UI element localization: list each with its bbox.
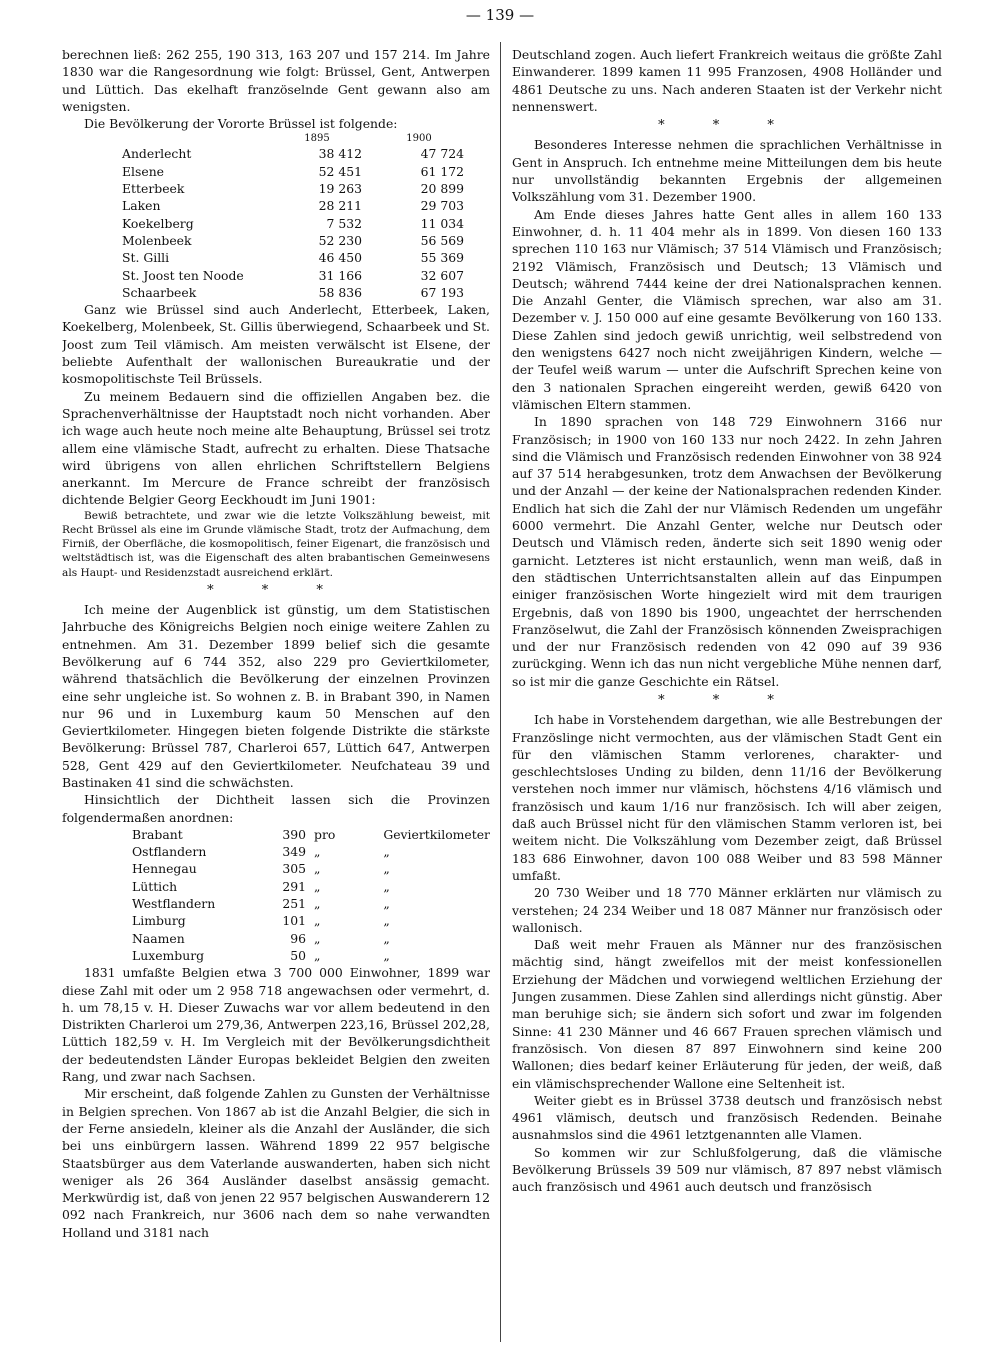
paragraph: 1831 umfaßte Belgien etwa 3 700 000 Einwohner, 1899 war diese Zahl mit oder um 2 958 718 angewachsen oder vermehrt, d. h. um 78,15 v. H. Dieser Zuwachs war vor allem bedeutend in den Distrikten Charleroi um 279,36, Antwerpen 223,16, Brüssel 202,28, Lüttich 182,59 v. H. Im Vergleich mit der Bevölkerungsdichtheit der bedeutendsten Länder Europas bekleidet Belgien den zweiten Rang, und zwar nach Sachsen. (62, 965, 490, 1085)
population-1895: 52 451 (318, 163, 362, 179)
table-row (62, 145, 476, 162)
right-column (512, 46, 942, 1341)
unit-label: „ (314, 861, 321, 877)
quotation: Bewiß betrachtete, und zwar wie die letzte Volkszählung beweist, mit Recht Brüssel als eine im Grunde vlämische Stadt, trotz der Aufmachung, dem Firniß, der Oberfläche, die kosmopolitisch, feiner Eigenart, die französisch und weltstädtisch ist, was die Eigenschaft des alten brabantischen Gemeinwesens als Haupt- und Residenzstadt ausreichend erklärt. (62, 509, 490, 579)
paragraph: 20 730 Weiber und 18 770 Männer erklärten nur vlämisch zu verstehen; 24 234 Weiber und 18 087 Männer nur französisch oder wallonisch. (512, 885, 942, 935)
suburb-name: Koekelberg (122, 215, 194, 231)
column-header: 1895 (304, 133, 330, 145)
density-value: 50 (290, 947, 307, 963)
unit-label: „ (314, 947, 321, 963)
table-row (62, 232, 476, 249)
population-1895: 19 263 (318, 181, 362, 197)
province-name: Limburg (132, 913, 186, 929)
province-name: Ostflandern (132, 844, 207, 860)
province-name: Naamen (132, 930, 185, 946)
unit-label: Geviertkilometer (383, 826, 490, 842)
paragraph: So kommen wir zur Schlußfolgerung, daß die vlämische Bevölkerung Brüssels 39 509 nur vlämisch, 87 897 nebst vlämisch auch französisch und 4961 auch deutsch und französisch (512, 1144, 942, 1195)
population-1895: 7 532 (326, 215, 362, 231)
population-1895: 28 211 (318, 198, 362, 214)
unit-label: „ (383, 913, 390, 929)
suburb-name: St. Joost ten Noode (122, 267, 244, 283)
paragraph: Mir erscheint, daß folgende Zahlen zu Gunsten der Verhältnisse in Belgien sprechen. Von 1867 ab ist die Anzahl Belgier, die sich in der Ferne ansiedeln, kleiner als die Anzahl der Ausländer, die sich bei uns einbürgern lassen. Während 1899 22 957 belgische Staatsbürger aus dem Vaterlande auswanderten, haben sich nicht weniger als 26 364 Ausländer daselbst ansässig gemacht. Merkwürdig ist, daß von jenen 22 957 belgischen Auswanderern 12 092 nach Frankreich, nur 3606 nach dem so nahe verwandten Holland und 3181 nach (62, 1086, 490, 1240)
paragraph: Ich habe in Vorstehendem dargethan, wie alle Bestrebungen der Französlinge nicht vermochten, aus der vlämischen Stadt Gent ein für den vlämischen Stamm verlorenes, charakter- und geschlechtsloses Unding zu bilden, denn 11/16 der Bevölkerung verstehen noch immer nur vlämisch, höchstens 4/16 vlämisch und französisch und kaum 1/16 nur französisch. Ich will aber zeigen, daß auch Brüssel nicht für den vlämischen Stamm verloren ist, bei weitem nicht. Die Volkszählung vom Dezember zeigt, daß Brüssel 183 686 Einwohner, davon 100 088 Weiber und 83 598 Männer umfaßt. (512, 712, 942, 883)
unit-label: „ (314, 896, 321, 912)
population-1900: 29 703 (420, 198, 464, 214)
suburb-name: St. Gilli (122, 250, 170, 266)
density-value: 291 (282, 878, 307, 894)
population-1895: 46 450 (318, 250, 362, 266)
unit-label: „ (314, 930, 321, 946)
table-row (62, 895, 490, 912)
table-row (62, 826, 490, 843)
population-1900: 61 172 (420, 163, 464, 179)
paragraph: Am Ende dieses Jahres hatte Gent alles in allem 160 133 Einwohner, d. h. 11 404 mehr als in 1899. Von diesen 160 133 sprechen 110 163 nur Vlämisch; 37 514 Vlämisch und Französisch; 2192 Vlämisch, Französisch und Deutsch; 13 Vlämisch und Deutsch; während 7444 keine der drei Nationalsprachen kennen. Die Anzahl Genter, die Vlämisch sprechen, war also am 31. Dezember v. J. 150 000 auf eine gesamte Bevölkerung von 160 133. Diese Zahlen sind jedoch gewiß unrichtig, weil selbstredend von den wenigstens 6427 noch nicht zweijährigen Kindern, welche — der Teufel weiß warum — unter die Aufschrift Sprechen keine von den 3 nationalen Sprachen eingereiht werden, gewiß 6420 von vlämischen Eltern stammen. (512, 206, 942, 412)
province-name: Luxemburg (132, 947, 205, 963)
table-row (62, 249, 476, 266)
section-separator: * * * (658, 118, 796, 134)
population-1895: 52 230 (318, 232, 362, 248)
province-name: Westflandern (132, 896, 216, 912)
section-separator: * * * (207, 582, 345, 598)
table-row (62, 878, 490, 895)
population-1895: 58 836 (318, 284, 362, 300)
unit-label: „ (383, 844, 390, 860)
table-row (62, 197, 476, 214)
unit-label: „ (383, 861, 390, 877)
population-1895: 31 166 (318, 267, 362, 283)
density-value: 101 (282, 913, 307, 929)
suburb-name: Anderlecht (122, 146, 192, 162)
province-name: Hennegau (132, 861, 197, 877)
unit-label: „ (383, 947, 390, 963)
paragraph: Besonderes Interesse nehmen die sprachlichen Verhältnisse in Gent in Anspruch. Ich entnehme meine Mitteilungen dem bis heute nur unvollständig bekannten Ergebnis der allgemeinen Volkszählung vom 31. Dezember 1900. (512, 137, 942, 205)
paragraph: In 1890 sprachen von 148 729 Einwohnern 3166 nur Französisch; in 1900 von 160 133 nur noch 2422. In zehn Jahren sind die Vlämisch und Französisch redenden Einwohner von 38 924 auf 37 514 herabgesunken, trotz dem Anwachsen der Bevölkerung und der Anzahl — der keine der Nationalsprachen redenden Kinder. Endlich hat sich die Zahl der nur Vlämisch Redenden um ungefähr 6000 vermehrt. Die Anzahl Genter, welche nur Deutsch oder Deutsch und Vlämisch reden, änderte sich seit 1890 wenig oder garnicht. Letzteres ist nicht erstaunlich, wenn man weiß, daß in den städtischen Unterrichtsanstalten allein auf das Einpumpen einiger französischen Worte hingezielt wird mit dem traurigen Ergebnis, daß von 1890 bis 1900, ungeachtet der herrschenden Französelwut, die Zahl der Französisch könnenden Zweisprachigen und der nur Französisch redenden von 42 090 auf 39 936 zurückging. Wenn ich das nun nicht vergebliche Mühe nennen darf, so ist mir die ganze Geschichte ein Rätsel. (512, 414, 942, 689)
table-row (62, 180, 476, 197)
density-value: 251 (282, 896, 307, 912)
population-table (62, 132, 476, 301)
paragraph: Ganz wie Brüssel sind auch Anderlecht, Etterbeek, Laken, Koekelberg, Molenbeek, St. Gillis überwiegend, Schaarbeek und St. Joost zum Teil vlämisch. Am meisten verwälscht ist Elsene, der beliebte Aufenthalt der wallonischen Bureaukratie und der kosmopolitischste Teil Brüssels. (62, 302, 490, 387)
unit-label: „ (314, 878, 321, 894)
suburb-name: Molenbeek (122, 232, 192, 248)
paragraph: Deutschland zogen. Auch liefert Frankreich weitaus die größte Zahl Einwanderer. 1899 kamen 11 995 Franzosen, 4908 Holländer und 4861 Deutsche zu uns. Nach anderen Staaten ist der Verkehr nicht nennenswert. (512, 47, 942, 114)
density-value: 390 (282, 826, 307, 842)
paragraph: berechnen ließ: 262 255, 190 313, 163 207 und 157 214. Im Jahre 1830 war die Rangesordnung wie folgt: Brüssel, Gent, Antwerpen und Lüttich. Das ekelhaft französelnde Gent gewann also am wenigsten. (62, 47, 490, 114)
suburb-name: Schaarbeek (122, 284, 197, 300)
left-column (62, 46, 490, 1341)
population-1900: 67 193 (420, 284, 464, 300)
population-1900: 47 724 (420, 146, 464, 162)
table-row (62, 947, 490, 964)
density-table (62, 826, 490, 964)
table-row (62, 912, 490, 929)
unit-label: „ (383, 878, 390, 894)
paragraph: Weiter giebt es in Brüssel 3738 deutsch und französisch nebst 4961 vlämisch, deutsch und französisch Redenden. Beinahe ausnahmslos sind die 4961 letztgenannten alle Vlamen. (512, 1092, 942, 1143)
population-1895: 38 412 (318, 146, 362, 162)
unit-label: „ (383, 930, 390, 946)
population-1900: 32 607 (420, 267, 464, 283)
suburb-name: Elsene (122, 163, 165, 179)
paragraph: Ich meine der Augenblick ist günstig, um dem Statistischen Jahrbuche des Königreichs Belgien noch einige weitere Zahlen zu entnehmen. Am 31. Dezember 1899 belief sich die gesamte Bevölkerung auf 6 744 352, also 229 pro Geviertkilometer, während thatsächlich die Bevölkerung der einzelnen Provinzen eine sehr ungleiche ist. So wohnen z. B. in Brabant 390, in Namen nur 96 und in Luxemburg kaum 50 Menschen auf den Geviertkilometer. Hingegen bieten folgende Distrikte die stärkste Bevölkerung: Brüssel 787, Charleroi 657, Lüttich 647, Antwerpen 528, Gent 429 auf den Geviertkilometer. Neufchateau 39 und Bastinaken 41 sind die schwächsten. (62, 602, 490, 790)
table-row (62, 930, 490, 947)
table-row (62, 284, 476, 301)
population-1900: 56 569 (420, 232, 464, 248)
page-number: — 139 — (465, 6, 535, 24)
density-value: 96 (290, 930, 307, 946)
population-1900: 11 034 (420, 215, 464, 231)
column-header: 1900 (406, 133, 432, 145)
suburb-name: Laken (122, 198, 161, 214)
table-row (62, 267, 476, 284)
paragraph: Die Bevölkerung der Vororte Brüssel ist folgende: (84, 116, 398, 132)
density-value: 305 (282, 861, 307, 877)
section-separator: * * * (658, 692, 796, 708)
table-header-row (62, 132, 476, 145)
table-row (62, 860, 490, 877)
table-row (62, 843, 490, 860)
unit-label: pro (314, 826, 336, 842)
table-row (62, 163, 476, 180)
paragraph: Daß weit mehr Frauen als Männer nur des französischen mächtig sind, hängt zweifellos mit der meist konfessionellen Erziehung der Mädchen und vorwiegend weltlichen Erziehung der Jungen zusammen. Diese Zahlen sind allerdings nicht günstig. Aber man beruhige sich; sie ändern sich sofort und zwar im folgenden Sinne: 41 230 Männer und 46 667 Frauen sprechen vlämisch und französisch. Von diesen 87 897 Einwohnern sind keine 200 Wallonen; dies bedarf keiner Erläuterung für jeden, der weiß, daß ein vlämischsprechender Wallone eine Seltenheit ist. (512, 937, 942, 1091)
table-row (62, 215, 476, 232)
population-1900: 55 369 (420, 250, 464, 266)
suburb-name: Etterbeek (122, 181, 185, 197)
paragraph: Hinsichtlich der Dichtheit lassen sich die Provinzen folgendermaßen anordnen: (62, 792, 490, 825)
unit-label: „ (314, 844, 321, 860)
province-name: Brabant (132, 826, 183, 842)
population-1900: 20 899 (420, 181, 464, 197)
unit-label: „ (314, 913, 321, 929)
column-divider (500, 42, 501, 1342)
density-value: 349 (282, 844, 307, 860)
unit-label: „ (383, 896, 390, 912)
province-name: Lüttich (132, 878, 178, 894)
paragraph: Zu meinem Bedauern sind die offiziellen Angaben bez. die Sprachenverhältnisse der Hauptstadt noch nicht vorhanden. Aber ich wage auch heute noch meine alte Behauptung, Brüssel sei trotz allem eine vlämische Stadt, aufrecht zu erhalten. Diese Thatsache wird übrigens von allen ehrlichen Schriftstellern Belgiens anerkannt. Im Mercure de France schreibt der französisch dichtende Belgier Georg Eeckhoudt im Juni 1901: (62, 388, 490, 508)
